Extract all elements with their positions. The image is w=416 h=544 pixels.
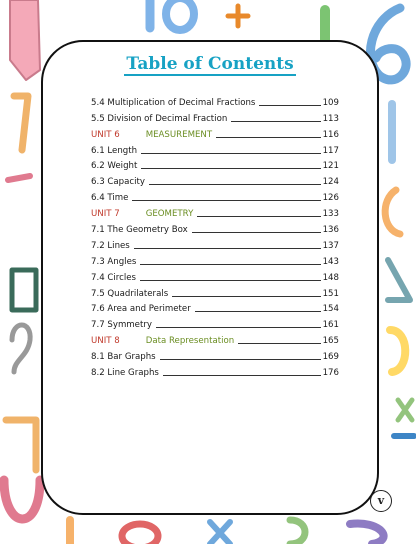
box-shape <box>12 270 36 310</box>
toc-entry <box>91 235 339 251</box>
entry-label: 6.1 Length <box>91 145 138 156</box>
seven-bottom-shape <box>6 420 36 470</box>
toc-entry <box>91 267 339 283</box>
toc-entry <box>91 330 339 346</box>
unit-label: UNIT 7 <box>91 209 120 220</box>
right-three-shape <box>390 330 405 372</box>
page-number: v <box>370 490 392 512</box>
entry-page: 109 <box>322 97 339 108</box>
leader-line <box>141 168 320 169</box>
entry-page: 126 <box>322 193 339 204</box>
seven-shape <box>14 96 28 150</box>
entry-label: 6.3 Capacity <box>91 177 145 188</box>
toc-entry <box>91 124 339 140</box>
toc-entry <box>91 283 339 299</box>
toc-entry <box>91 299 339 315</box>
entry-page: 161 <box>322 320 339 331</box>
toc-entry <box>91 219 339 235</box>
unit-topic: GEOMETRY <box>145 209 194 220</box>
entry-label: 8.2 Line Graphs <box>91 368 159 379</box>
leader-line <box>172 296 320 297</box>
entry-page: 137 <box>322 240 339 251</box>
toc-entry <box>91 171 339 187</box>
unit-label: UNIT 6 <box>91 129 120 140</box>
leader-line <box>231 121 320 122</box>
leader-line <box>141 153 321 154</box>
entry-page: 116 <box>322 129 339 140</box>
entry-page: 148 <box>322 272 339 283</box>
leader-line <box>197 216 320 217</box>
entry-page: 165 <box>322 336 339 347</box>
leader-line <box>160 359 321 360</box>
entry-label: 5.5 Division of Decimal Fraction <box>91 113 228 124</box>
right-curve-shape <box>385 190 400 234</box>
toc-entry <box>91 314 339 330</box>
toc-entry <box>91 187 339 203</box>
bottom-zero-shape <box>122 524 158 544</box>
toc-entry <box>91 92 339 108</box>
entry-label: 6.4 Time <box>91 193 129 204</box>
entry-page: 154 <box>322 304 339 315</box>
leader-line <box>156 327 321 328</box>
entry-label: 7.6 Area and Perimeter <box>91 304 191 315</box>
u-shape <box>4 480 40 519</box>
toc-entry <box>91 108 339 124</box>
entry-page: 133 <box>322 209 339 220</box>
entry-page: 121 <box>322 161 339 172</box>
toc-entry <box>91 203 339 219</box>
pink-shape <box>10 0 40 80</box>
leader-line <box>140 280 321 281</box>
entry-page: 124 <box>322 177 339 188</box>
entry-label: 7.4 Circles <box>91 272 137 283</box>
toc-entry <box>91 140 339 156</box>
unit-label: UNIT 8 <box>91 336 120 347</box>
toc-entry <box>91 362 339 378</box>
leader-line <box>132 200 320 201</box>
toc-entry <box>91 346 339 362</box>
right-four-shape <box>388 260 410 300</box>
leader-line <box>259 105 320 106</box>
toc-entry <box>91 156 339 172</box>
zero-shape <box>166 0 194 30</box>
entry-page: 117 <box>322 145 339 156</box>
entry-label: 7.1 The Geometry Box <box>91 225 188 236</box>
entry-page: 143 <box>322 256 339 267</box>
entry-label: 7.3 Angles <box>91 256 137 267</box>
contents-card <box>41 40 379 515</box>
entry-label: 8.1 Bar Graphs <box>91 352 156 363</box>
unit-topic: MEASUREMENT <box>145 129 213 140</box>
plus-shape <box>228 6 248 26</box>
contents-list <box>91 92 339 378</box>
dash-shape <box>8 176 30 180</box>
entry-label: 7.5 Quadrilaterals <box>91 288 169 299</box>
leader-line <box>134 248 321 249</box>
page-title: Table of Contents <box>126 54 294 74</box>
bottom-curve-shape <box>290 520 305 544</box>
unit-topic: Data Representation <box>145 336 235 347</box>
nine-shape <box>12 325 30 372</box>
leader-line <box>195 311 321 312</box>
entry-page: 176 <box>322 368 339 379</box>
bottom-times-shape <box>210 522 230 544</box>
leader-line <box>149 184 321 185</box>
times-shape <box>398 400 412 420</box>
entry-label: 7.2 Lines <box>91 240 130 251</box>
entry-label: 7.7 Symmetry <box>91 320 152 331</box>
bottom-right-shape <box>350 523 384 544</box>
entry-page: 113 <box>322 113 339 124</box>
leader-line <box>238 343 320 344</box>
leader-line <box>216 137 320 138</box>
leader-line <box>140 264 320 265</box>
entry-page: 136 <box>322 225 339 236</box>
entry-label: 5.4 Multiplication of Decimal Fractions <box>91 97 256 108</box>
toc-entry <box>91 251 339 267</box>
entry-page: 151 <box>322 288 339 299</box>
entry-page: 169 <box>322 352 339 363</box>
leader-line <box>192 232 321 233</box>
entry-label: 6.2 Weight <box>91 161 138 172</box>
leader-line <box>163 375 321 376</box>
